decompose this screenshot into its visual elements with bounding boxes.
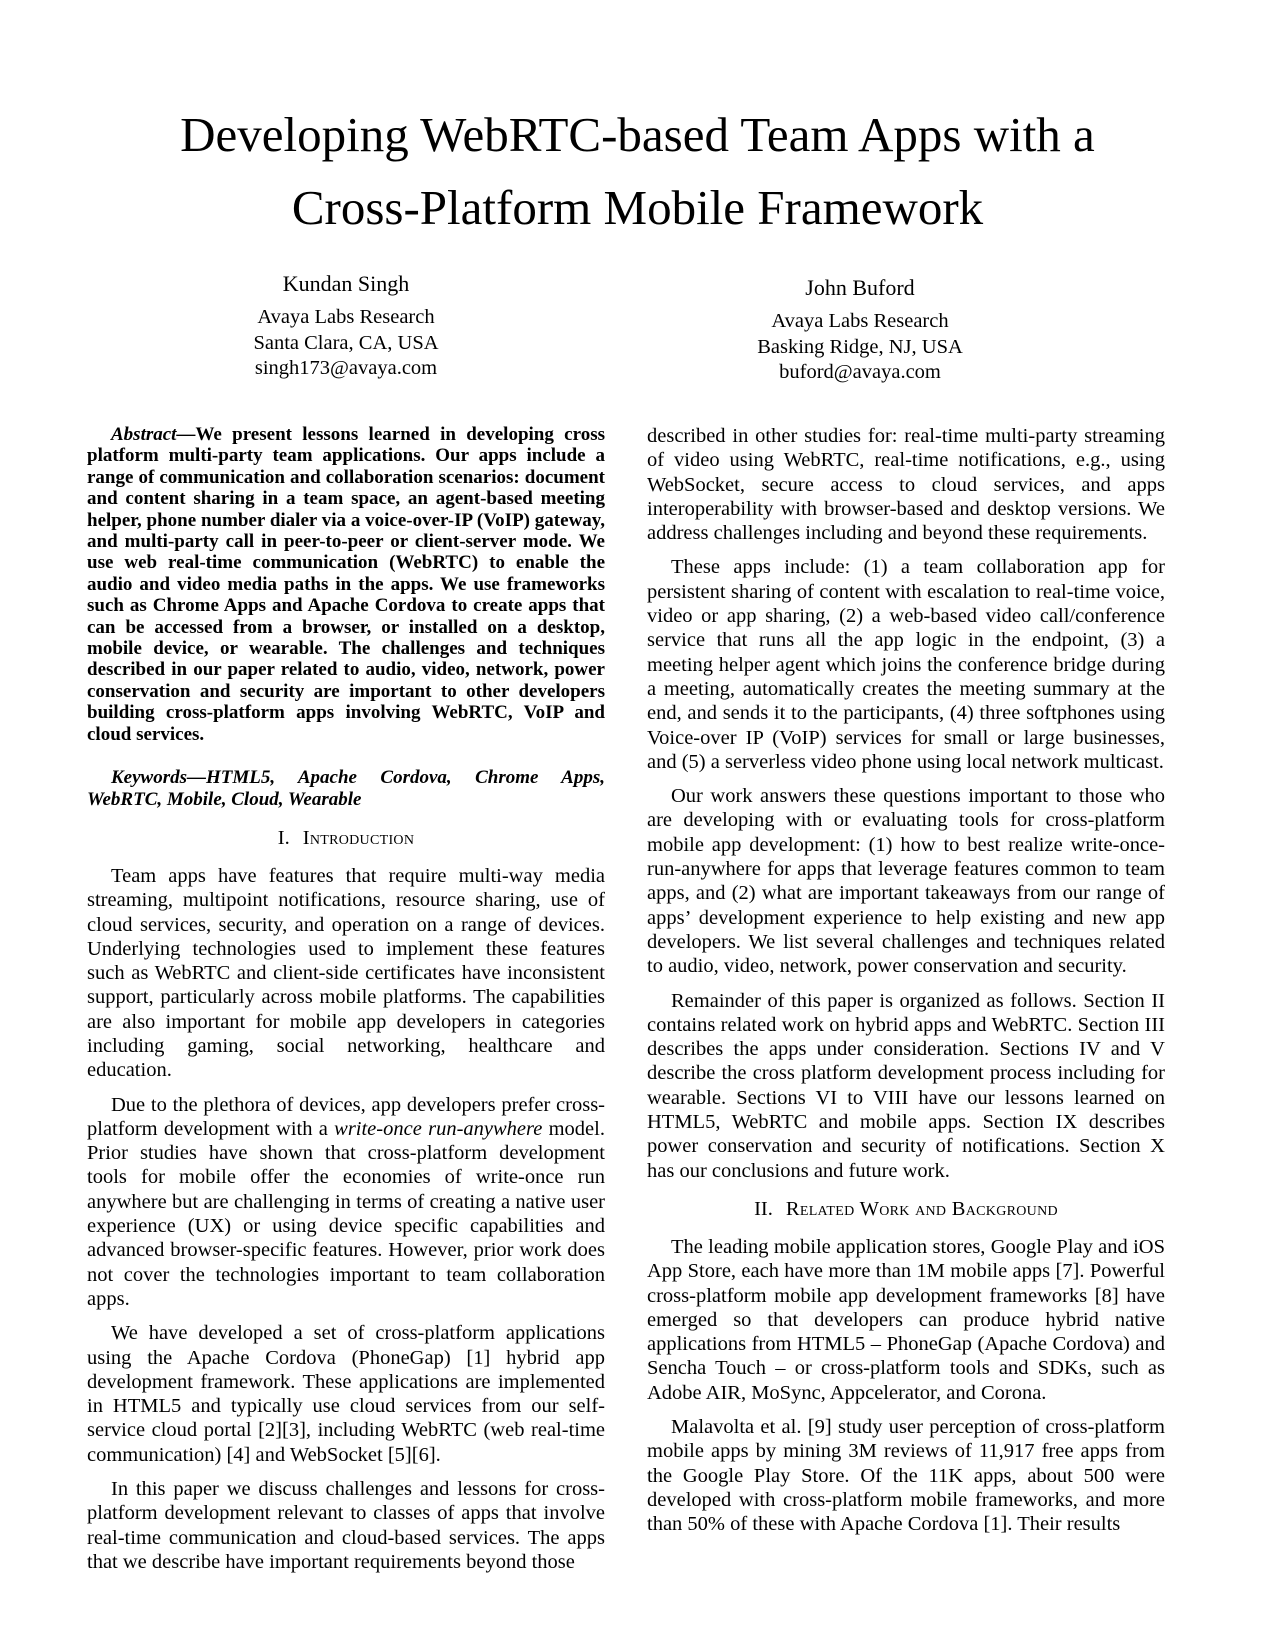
keywords (87, 767, 605, 810)
paragraph-questions: Our work answers these questions important to those who are developing with or evaluating tools for cross-platform mobile app development: (1) how to best realize write-once-run-anywhere for apps that leverage features common to team apps, and (2) what are important takeaways from our range of apps’ development experience to help existing and new app developers. We list several challenges and techniques related to audio, video, network, power conservation and security. (647, 785, 1165, 978)
abstract (87, 424, 605, 745)
left-column (87, 424, 605, 1584)
authors-row (0, 270, 1275, 400)
author-2-email: buford@avaya.com (779, 361, 941, 383)
author-2-affiliation: Avaya Labs Research (771, 310, 949, 332)
author-1-affiliation: Avaya Labs Research (257, 306, 435, 328)
two-column-body (87, 424, 1165, 1584)
author-1-name: Kundan Singh (282, 271, 410, 296)
author-1-location: Santa Clara, CA, USA (253, 331, 439, 354)
paragraph-related-1: The leading mobile application stores, Google Play and iOS App Store, each have more than 1M mobile apps [7]. Powerful cross-platform mobile app development frameworks [8] have emerged so that developers can produce hybrid native applications from HTML5 – PhoneGap (Apache Cordova) and Sencha Touch – or cross-platform tools and SDKs, such as Adobe AIR, MoSync, Appcelerator, and Corona. (647, 1235, 1165, 1404)
paragraph-intro-2-after: model. Prior studies have shown that cross-platform development tools for mobile offer the economies of write-once run anywhere but are challenging in terms of creating a native user experience (UX) or using device specific capabilities and advanced browser-specific features. However, prior work does not cover the technologies important to team collaboration apps. (87, 1117, 605, 1310)
abstract-label: Abstract— (111, 424, 196, 445)
right-column (647, 424, 1165, 1584)
keywords-label: Keywords— (111, 767, 206, 789)
section-title-introduction: Introduction (302, 826, 415, 849)
author-1-email: singh173@avaya.com (254, 357, 438, 379)
paragraph-intro-4-continued: described in other studies for: real-time multi-party streaming of video using WebRTC, real-time notifications, e.g., using WebSocket, secure access to cloud services, and apps interoperability with browser-based and desktop versions. We address challenges including and beyond these requirements. (647, 425, 1165, 545)
paragraph-intro-2-before: Due to the plethora of devices, app developers prefer cross-platform development with a (87, 1093, 605, 1140)
paragraph-intro-4: In this paper we discuss challenges and lessons for cross-platform development relevant to classes of apps that involve real-time communication and cloud-based services. The apps that we describe have important requirements beyond those (87, 1478, 605, 1573)
abstract-text: We present lessons learned in developing cross platform multi-party team applications. Our apps include a range of communication and collaboration scenarios: document and content sharing in a team space, an agent-based meeting helper, phone number dialer via a voice-over-IP (VoIP) gateway, and multi-party call in peer-to-peer or client-server mode. We use web real-time communication (WebRTC) to enable the audio and video media paths in the apps. We use frameworks such as Chrome Apps and Apache Cordova to create apps that can be accessed from a browser, or installed on a desktop, mobile device, or wearable. The challenges and techniques described in our paper related to audio, video, network, power conservation and security are important to other developers building cross-platform apps involving WebRTC, VoIP and cloud services. (87, 424, 605, 745)
author-2-name: John Buford (805, 275, 915, 300)
paragraph-organization: Remainder of this paper is organized as follows. Section II contains related work on hybrid apps and WebRTC. Section III describes the apps under consideration. Sections IV and V describe the cross platform development process including for wearable. Sections VI to VIII have our lessons learned on HTML5, WebRTC and mobile apps. Section IX describes power conservation and security of notifications. Section X has our conclusions and future work. (647, 989, 1165, 1182)
section-number-2: II. (754, 1197, 773, 1220)
section-heading-introduction (87, 826, 605, 851)
paragraph-intro-2-emphasis: write-once run-anywhere (334, 1117, 543, 1140)
paragraph-intro-2 (87, 1093, 605, 1312)
paragraph-related-2: Malavolta et al. [9] study user perception of cross-platform mobile apps by mining 3M reviews of 11,917 free apps from the Google Play Store. Of the 11K apps, about 500 were developed with cross-platform mobile frameworks, and more than 50% of these with Apache Cordova [1]. Their results (647, 1415, 1165, 1536)
author-block-2 (660, 274, 1060, 386)
keywords-text: HTML5, Apache Cordova, Chrome Apps, WebRTC, Mobile, Cloud, Wearable (87, 767, 605, 810)
paragraph-apps-list: These apps include: (1) a team collaboration app for persistent sharing of content with escalation to real-time voice, video or app sharing, (2) a web-based video call/conference service that runs all the app logic in the endpoint, (3) a meeting helper agent which joins the conference bridge during a meeting, automatically creates the meeting summary at the end, and sends it to the participants, (4) three softphones using Voice-over IP (VoIP) services for small or large businesses, and (5) a serverless video phone using local network multicast. (647, 556, 1165, 773)
section-heading-related-work (647, 1197, 1165, 1222)
section-title-related-work: Related Work and Background (785, 1197, 1058, 1220)
paragraph-intro-3: We have developed a set of cross-platform applications using the Apache Cordova (PhoneGap) [1] hybrid app development framework. These applications are implemented in HTML5 and typically use cloud services from our self-service cloud portal [2][3], including WebRTC (web real-time communication) [4] and WebSocket [5][6]. (87, 1322, 605, 1466)
paper-title-line2: Cross-Platform Mobile Framework (291, 180, 984, 235)
section-number-1: I. (277, 826, 290, 849)
author-block-1 (146, 270, 546, 382)
author-2-location: Basking Ridge, NJ, USA (757, 335, 963, 358)
paper-title (0, 98, 1275, 244)
paragraph-intro-1: Team apps have features that require multi-way media streaming, multipoint notifications, resource sharing, use of cloud services, security, and operation on a range of devices. Underlying technologies used to implement these features such as WebRTC and client-side certificates have inconsistent support, particularly across mobile platforms. The capabilities are also important for mobile app developers in categories including gaming, social networking, healthcare and education. (87, 864, 605, 1082)
paper-title-line1: Developing WebRTC-based Team Apps with a (180, 107, 1095, 162)
